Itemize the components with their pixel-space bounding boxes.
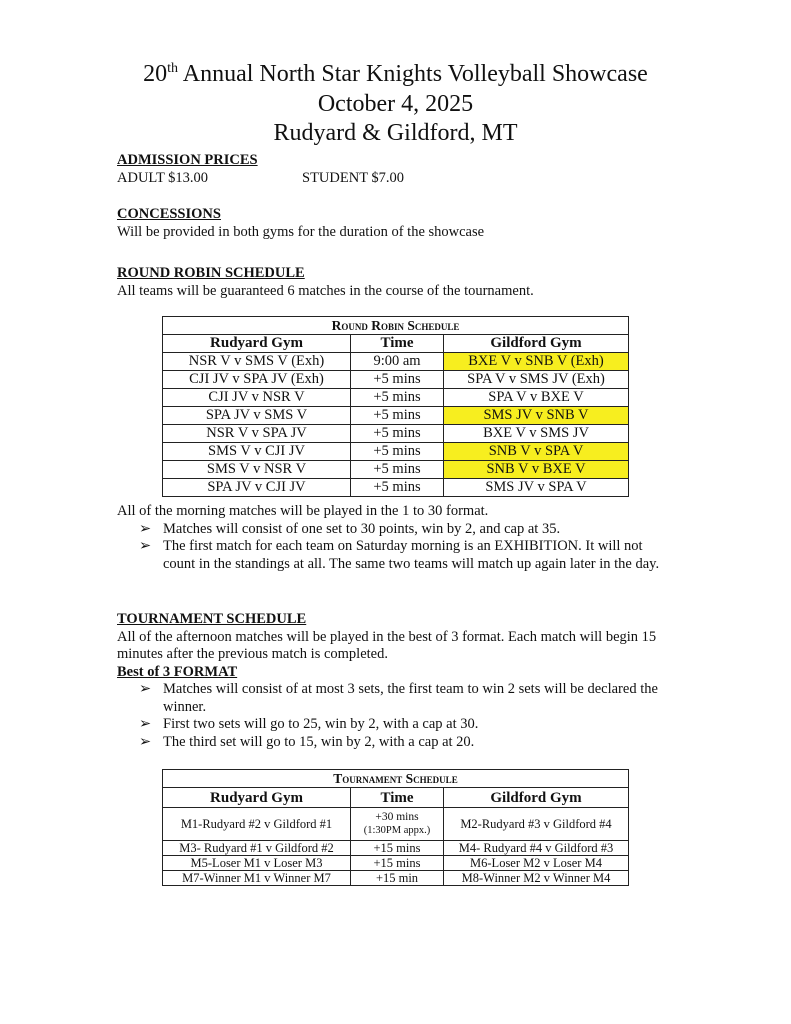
table-row: [163, 389, 629, 407]
list-item: ➢ Matches will consist of one set to 30 points, win by 2, and cap at 35.: [139, 520, 561, 537]
column-header-rudyard: Rudyard Gym: [163, 788, 351, 808]
title-text: Annual North Star Knights Volleyball Showcase: [178, 61, 648, 87]
rudyard-match-cell: SPA JV v CJI JV: [163, 479, 351, 497]
time-cell: +5 mins: [351, 371, 444, 389]
round-robin-text: All teams will be guaranteed 6 matches in the course of the tournament.: [117, 282, 534, 299]
time-cell: +5 mins: [351, 443, 444, 461]
best-of-3-rules-list: [117, 681, 677, 751]
gildford-match-cell: BXE V v SMS JV: [444, 425, 629, 443]
rudyard-match-cell: NSR V v SMS V (Exh): [163, 353, 351, 371]
rudyard-match-cell: SPA JV v SMS V: [163, 407, 351, 425]
gildford-match-cell: M2-Rudyard #3 v Gildford #4: [444, 808, 629, 841]
column-header-rudyard: Rudyard Gym: [163, 335, 351, 353]
table-row: [163, 841, 629, 856]
list-item: ➢ The third set will go to 15, win by 2, with a cap at 20.: [139, 733, 475, 750]
time-cell: +15 mins: [351, 856, 444, 871]
arrow-bullet-icon: ➢: [139, 733, 152, 750]
table-row: [163, 871, 629, 886]
tournament-heading: TOURNAMENT SCHEDULE: [117, 611, 307, 627]
gildford-match-cell: M6-Loser M2 v Loser M4: [444, 856, 629, 871]
admission-section: [117, 152, 404, 187]
table-row: [163, 461, 629, 479]
adult-price: ADULT $13.00: [117, 169, 209, 186]
time-value: +30 mins: [375, 811, 419, 823]
column-header-time: Time: [351, 335, 444, 353]
table-row: [163, 856, 629, 871]
concessions-section: [117, 206, 484, 241]
table-row: [163, 353, 629, 371]
gildford-match-cell: SMS JV v SPA V: [444, 479, 629, 497]
gildford-match-cell: BXE V v SNB V (Exh): [444, 353, 629, 371]
rudyard-match-cell: CJI JV v NSR V: [163, 389, 351, 407]
morning-format-text: All of the morning matches will be played in the 1 to 30 format.: [117, 503, 489, 519]
arrow-bullet-icon: ➢: [139, 520, 152, 537]
rudyard-match-cell: M1-Rudyard #2 v Gildford #1: [163, 808, 351, 841]
round-robin-table-caption: Round Robin Schedule: [163, 317, 629, 335]
list-item: ➢ First two sets will go to 25, win by 2, with a cap at 30.: [139, 716, 479, 732]
column-header-gildford: Gildford Gym: [444, 788, 629, 808]
gildford-match-cell: SNB V v BXE V: [444, 461, 629, 479]
table-row: [163, 808, 629, 841]
gildford-match-cell: SPA V v BXE V: [444, 389, 629, 407]
round-robin-table: [162, 316, 629, 497]
table-row: [163, 407, 629, 425]
time-cell: +15 mins: [351, 841, 444, 856]
round-robin-heading: ROUND ROBIN SCHEDULE: [117, 265, 305, 281]
tournament-rows: [163, 808, 629, 886]
round-robin-section: [117, 265, 534, 300]
title-ordinal-suffix: th: [167, 61, 179, 76]
tournament-table: [162, 769, 629, 886]
rudyard-match-cell: CJI JV v SPA JV (Exh): [163, 371, 351, 389]
list-item: ➢ Matches will consist of at most 3 sets, the first team to win 2 sets will be declared the winner.: [139, 681, 658, 715]
gildford-match-cell: SPA V v SMS JV (Exh): [444, 371, 629, 389]
round-robin-rows: [163, 353, 629, 497]
concessions-heading: CONCESSIONS: [117, 206, 221, 222]
time-cell: [351, 808, 444, 841]
time-cell: +15 min: [351, 871, 444, 886]
rudyard-match-cell: NSR V v SPA JV: [163, 425, 351, 443]
time-cell: +5 mins: [351, 461, 444, 479]
rudyard-match-cell: M3- Rudyard #1 v Gildford #2: [163, 841, 351, 856]
page-title: [0, 62, 791, 86]
morning-format-section: [117, 503, 677, 573]
student-price: STUDENT $7.00: [302, 169, 405, 186]
tournament-table-caption: Tournament Schedule: [163, 770, 629, 788]
rudyard-match-cell: SMS V v NSR V: [163, 461, 351, 479]
table-row: [163, 443, 629, 461]
gildford-match-cell: M8-Winner M2 v Winner M4: [444, 871, 629, 886]
arrow-bullet-icon: ➢: [139, 716, 152, 732]
concessions-text: Will be provided in both gyms for the duration of the showcase: [117, 223, 485, 240]
table-row: [163, 371, 629, 389]
admission-heading: ADMISSION PRICES: [117, 152, 258, 168]
time-cell: +5 mins: [351, 479, 444, 497]
time-cell: +5 mins: [351, 407, 444, 425]
time-cell: +5 mins: [351, 389, 444, 407]
title-number: 20: [143, 61, 168, 87]
table-row: [163, 425, 629, 443]
rudyard-match-cell: M7-Winner M1 v Winner M7: [163, 871, 351, 886]
admission-prices: [117, 170, 404, 188]
gildford-match-cell: M4- Rudyard #4 v Gildford #3: [444, 841, 629, 856]
list-item: ➢ The first match for each team on Saturday morning is an EXHIBITION. It will not count in the standings at all. The same two teams will match up again later in the day.: [139, 538, 660, 572]
arrow-bullet-icon: ➢: [139, 538, 152, 554]
tournament-section: [117, 611, 677, 751]
arrow-bullet-icon: ➢: [139, 681, 152, 697]
time-cell: 9:00 am: [351, 353, 444, 371]
gildford-match-cell: SMS JV v SNB V: [444, 407, 629, 425]
event-date: October 4, 2025: [317, 91, 474, 117]
table-row: [163, 479, 629, 497]
rudyard-match-cell: M5-Loser M1 v Loser M3: [163, 856, 351, 871]
gildford-match-cell: SNB V v SPA V: [444, 443, 629, 461]
best-of-3-heading: Best of 3 FORMAT: [117, 663, 238, 680]
tournament-text: All of the afternoon matches will be played in the best of 3 format. Each match will begin 15 minutes after the previous match is completed.: [117, 628, 657, 662]
event-location: Rudyard & Gildford, MT: [273, 120, 518, 146]
time-note: (1:30PM appx.): [363, 825, 431, 836]
time-cell: +5 mins: [351, 425, 444, 443]
morning-rules-list: [117, 521, 677, 574]
column-header-gildford: Gildford Gym: [444, 335, 629, 353]
rudyard-match-cell: SMS V v CJI JV: [163, 443, 351, 461]
column-header-time: Time: [351, 788, 444, 808]
